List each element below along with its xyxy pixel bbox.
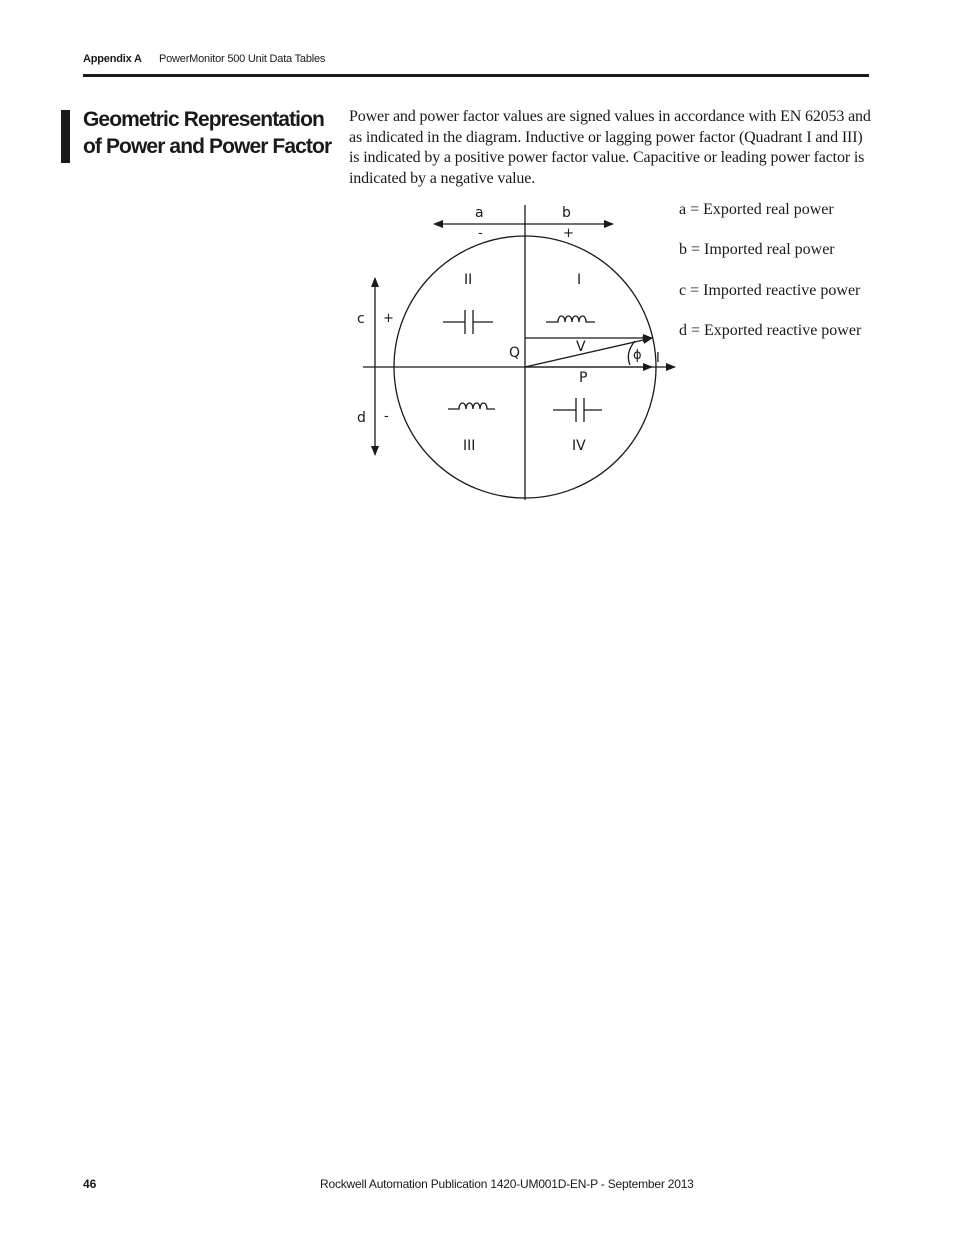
legend-item-c: c = Imported reactive power xyxy=(679,281,861,299)
header-appendix: Appendix A xyxy=(83,53,142,65)
header-rule xyxy=(83,74,869,77)
legend-item-a: a = Exported real power xyxy=(679,201,834,218)
label-i: I xyxy=(656,351,660,366)
quadrant-2-label: II xyxy=(464,272,473,288)
section-heading: Geometric Representation of Power and Power Factor xyxy=(83,108,332,158)
quadrant-1-label: I xyxy=(577,272,582,288)
label-v: V xyxy=(576,339,586,355)
label-d-sign: - xyxy=(384,409,389,424)
legend-item-b: b = Imported real power xyxy=(679,241,835,259)
label-b-sign: + xyxy=(563,226,574,241)
quadrant-4-label: IV xyxy=(572,438,586,454)
label-q: Q xyxy=(509,345,521,361)
inductor-symbol-q3 xyxy=(448,403,495,409)
power-quadrant-diagram xyxy=(340,195,685,505)
diagram-legend xyxy=(679,200,879,362)
label-a-sign: - xyxy=(478,226,483,241)
legend-item-d: d = Exported reactive power xyxy=(679,322,862,340)
label-c-sign: + xyxy=(383,311,394,326)
page-number: 46 xyxy=(83,1177,97,1191)
label-b: b xyxy=(562,205,571,221)
quadrant-3-label: III xyxy=(463,438,476,454)
capacitor-symbol-q2 xyxy=(443,310,493,334)
header-title: PowerMonitor 500 Unit Data Tables xyxy=(159,53,326,65)
label-c: c xyxy=(357,311,365,327)
section-marker-bar xyxy=(61,110,70,163)
label-a: a xyxy=(475,205,484,221)
capacitor-symbol-q4 xyxy=(553,398,602,422)
body-paragraph: Power and power factor values are signed values in accordance with EN 62053 and as indicated in the diagram. Inductive or lagging power factor (Quadrant I and III) is indicated by a positive power factor value. Capacitive or leading power factor is indicated by a negative value. xyxy=(349,108,871,187)
publication-footer: Rockwell Automation Publication 1420-UM001D-EN-P - September 2013 xyxy=(320,1177,694,1191)
inductor-symbol-q1 xyxy=(546,316,595,322)
label-d: d xyxy=(357,410,366,426)
label-p: P xyxy=(579,370,588,386)
label-phi: ϕ xyxy=(633,348,642,363)
